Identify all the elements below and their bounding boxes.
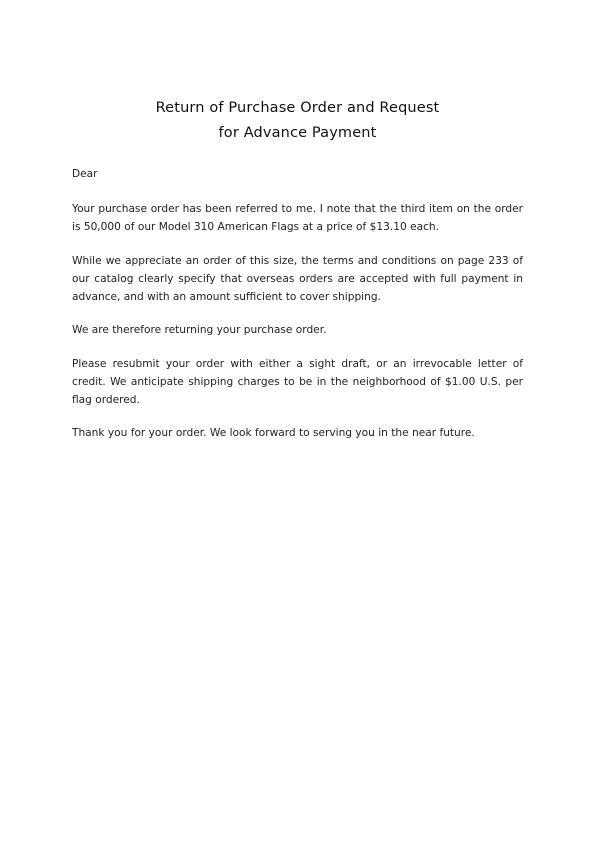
title-line-1: Return of Purchase Order and Request <box>155 100 440 116</box>
paragraph-order-referred: Your purchase order has been referred to me. I note that the third item on the order is 50,000 of our Model 310 American Flags at a price of $13.10 each. <box>72 203 523 233</box>
paragraph-thank-you: Thank you for your order. We look forward to serving you in the near future. <box>72 427 475 439</box>
salutation: Dear <box>72 168 98 180</box>
paragraph-terms-and-conditions: While we appreciate an order of this size, the terms and conditions on page 233 of our catalog clearly specify that overseas orders are accepted with full payment in advance, and with an amount sufficient to cover shipping. <box>72 255 523 303</box>
title-line-2: for Advance Payment <box>218 125 377 141</box>
letter-title <box>72 96 523 146</box>
paragraph-resubmit-order: Please resubmit your order with either a sight draft, or an irrevocable letter of credit. We anticipate shipping charges to be in the neighborhood of $1.00 U.S. per flag ordered. <box>72 358 523 406</box>
paragraph-returning-order: We are therefore returning your purchase order. <box>72 324 327 336</box>
